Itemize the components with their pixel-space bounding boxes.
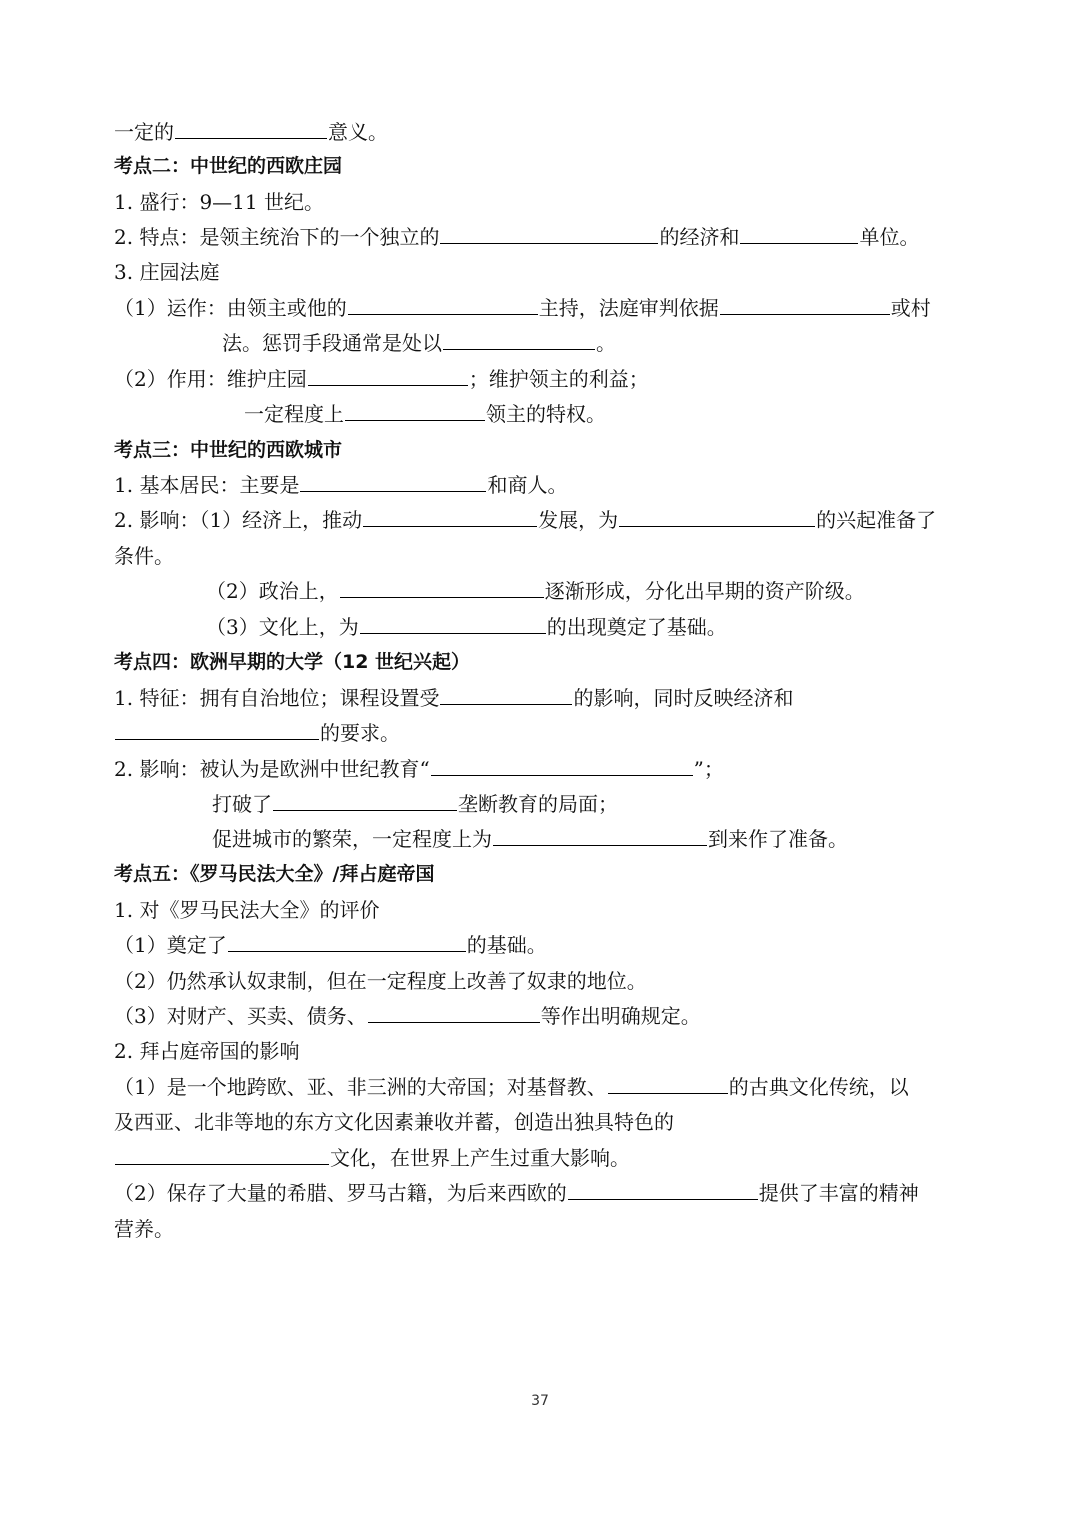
fill-blank[interactable] <box>493 823 707 846</box>
fill-blank[interactable] <box>608 1071 728 1094</box>
section-heading: 考点三：中世纪的西欧城市 <box>114 439 343 461</box>
text-line: （3）文化上，为 的出现奠定了基础。 <box>206 609 727 645</box>
text-line: 及西亚、北非等地的东方文化因素兼收并蓄，创造出独具特色的 <box>114 1110 674 1134</box>
text-line: （2）政治上， 逐渐形成，分化出早期的资产阶级。 <box>206 573 865 609</box>
text-line: 2. 特点：是领主统治下的一个独立的 的经济和 单位。 <box>114 219 919 255</box>
section-heading: 考点四：欧洲早期的大学（12 世纪兴起） <box>114 651 471 673</box>
fill-blank[interactable] <box>368 1000 540 1023</box>
text-line: 一定的 意义。 <box>114 114 388 150</box>
fill-blank[interactable] <box>300 469 486 492</box>
text-line: 一定程度上 领主的特权。 <box>244 396 606 432</box>
fill-blank[interactable] <box>440 682 572 705</box>
fill-blank[interactable] <box>345 398 485 421</box>
text-line: （2）仍然承认奴隶制，但在一定程度上改善了奴隶的地位。 <box>114 969 647 993</box>
fill-blank[interactable] <box>440 221 658 244</box>
text-line: （1）是一个地跨欧、亚、非三洲的大帝国；对基督教、 的古典文化传统，以 <box>114 1069 909 1105</box>
text-line: 1. 基本居民：主要是 和商人。 <box>114 467 567 503</box>
fill-blank[interactable] <box>619 504 815 527</box>
text-line: 法。惩罚手段通常是处以 。 <box>222 325 616 361</box>
fill-blank[interactable] <box>273 788 457 811</box>
section-heading: 考点二：中世纪的西欧庄园 <box>114 155 343 177</box>
text-line: 3. 庄园法庭 <box>114 260 220 284</box>
fill-blank[interactable] <box>175 116 327 139</box>
fill-blank[interactable] <box>360 611 546 634</box>
text-line: 打破了 垄断教育的局面； <box>212 786 618 822</box>
text-line: 条件。 <box>114 544 174 568</box>
text-line: （1）奠定了 的基础。 <box>114 927 547 963</box>
fill-blank[interactable] <box>340 575 544 598</box>
text-line: 促进城市的繁荣，一定程度上为 到来作了准备。 <box>212 821 848 857</box>
fill-blank[interactable] <box>115 717 319 740</box>
fill-blank[interactable] <box>720 292 890 315</box>
fill-blank[interactable] <box>363 504 537 527</box>
fill-blank[interactable] <box>443 327 595 350</box>
text-line: 1. 对《罗马民法大全》的评价 <box>114 898 380 922</box>
fill-blank[interactable] <box>308 363 468 386</box>
text-line: 1. 盛行：9—11 世纪。 <box>114 190 324 214</box>
text-line: 2. 影响：（1）经济上，推动 发展，为 的兴起准备了 <box>114 502 936 538</box>
text-line: 2. 拜占庭帝国的影响 <box>114 1039 300 1063</box>
fill-blank[interactable] <box>115 1142 329 1165</box>
text-line: 2. 影响：被认为是欧洲中世纪教育“ ”； <box>114 751 724 787</box>
text-line: （2）保存了大量的希腊、罗马古籍，为后来西欧的 提供了丰富的精神 <box>114 1175 919 1211</box>
fill-blank[interactable] <box>228 929 466 952</box>
text-line: （3）对财产、买卖、债务、 等作出明确规定。 <box>114 998 701 1034</box>
fill-blank[interactable] <box>568 1177 758 1200</box>
text-line: 的要求。 <box>114 715 400 751</box>
text-line: 营养。 <box>114 1217 174 1241</box>
text-line: （2）作用：维护庄园 ；维护领主的利益； <box>114 361 649 397</box>
section-heading: 考点五：《罗马民法大全》/拜占庭帝国 <box>114 863 435 885</box>
fill-blank[interactable] <box>740 221 858 244</box>
text-line: 文化，在世界上产生过重大影响。 <box>114 1140 630 1176</box>
fill-blank[interactable] <box>348 292 538 315</box>
page-number: 37 <box>531 1393 549 1409</box>
text-line: 1. 特征：拥有自治地位；课程设置受 的影响，同时反映经济和 <box>114 680 793 716</box>
fill-blank[interactable] <box>431 753 693 776</box>
text-line: （1）运作：由领主或他的 主持，法庭审判依据 或村 <box>114 290 931 326</box>
